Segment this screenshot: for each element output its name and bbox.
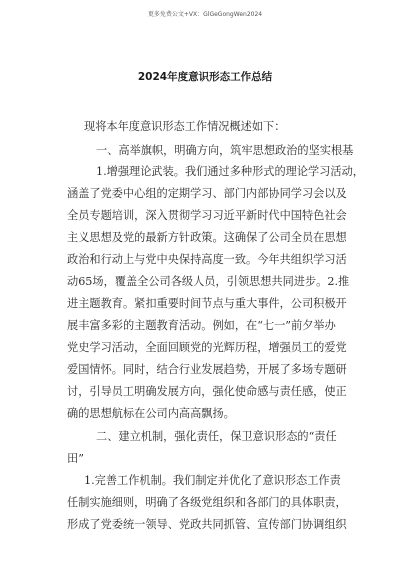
paragraph-line: 爱国情怀。同时，结合行业发展趋势，开展了多场专题研	[67, 363, 347, 376]
paragraph-line: 展丰富多彩的主题教育活动。例如，在“七一”前夕举办	[67, 319, 336, 332]
section-heading: 一、高举旗帜，明确方向，筑牢思想政治的坚实根基	[96, 144, 354, 157]
paragraph-line: 确的思想航标在公司内高高飘扬。	[67, 407, 235, 420]
paragraph-line: 1.增强理论武装。我们通过多种形式的理论学习活动，	[96, 165, 364, 178]
paragraph-line: 动65场，覆盖全公司各级人员，引领思想共同进步。2.推	[67, 275, 350, 288]
paragraph-line: 现将本年度意识形态工作情况概述如下：	[84, 120, 286, 133]
paragraph-line: 全员专题培训，深入贯彻学习习近平新时代中国特色社会	[67, 209, 347, 222]
paragraph-line: 1.完善工作机制。我们制定并优化了意识形态工作责	[84, 474, 341, 487]
paragraph-line: 任制实施细则，明确了各级党组织和各部门的具体职责，	[67, 496, 347, 509]
paragraph-line: 政治和行动上与党中央保持高度一致。今年共组织学习活	[67, 253, 347, 266]
paragraph-line: 党史学习活动，全面回顾党的光辉历程，增强员工的爱党	[67, 341, 347, 354]
paragraph-line: 主义思想及党的最新方针政策。这确保了公司全员在思想	[67, 231, 347, 244]
paragraph-line: 形成了党委统一领导、党政共同抓管、宣传部门协调组织	[67, 518, 347, 531]
paragraph-line: 讨，引导员工明确发展方向，强化使命感与责任感，使正	[67, 385, 347, 398]
header-note: 更多免费公文+VX：GlGeGongWen2024	[147, 11, 263, 18]
paragraph-line: 涵盖了党委中心组的定期学习、部门内部协同学习会以及	[67, 187, 347, 200]
section-heading: 二、建立机制，强化责任，保卫意识形态的“责任	[96, 430, 337, 443]
section-heading-continued: 田”	[67, 452, 84, 465]
page-title: 2024年度意识形态工作总结	[137, 71, 273, 83]
paragraph-line: 进主题教育。紧扣重要时间节点与重大事件，公司积极开	[67, 297, 347, 310]
